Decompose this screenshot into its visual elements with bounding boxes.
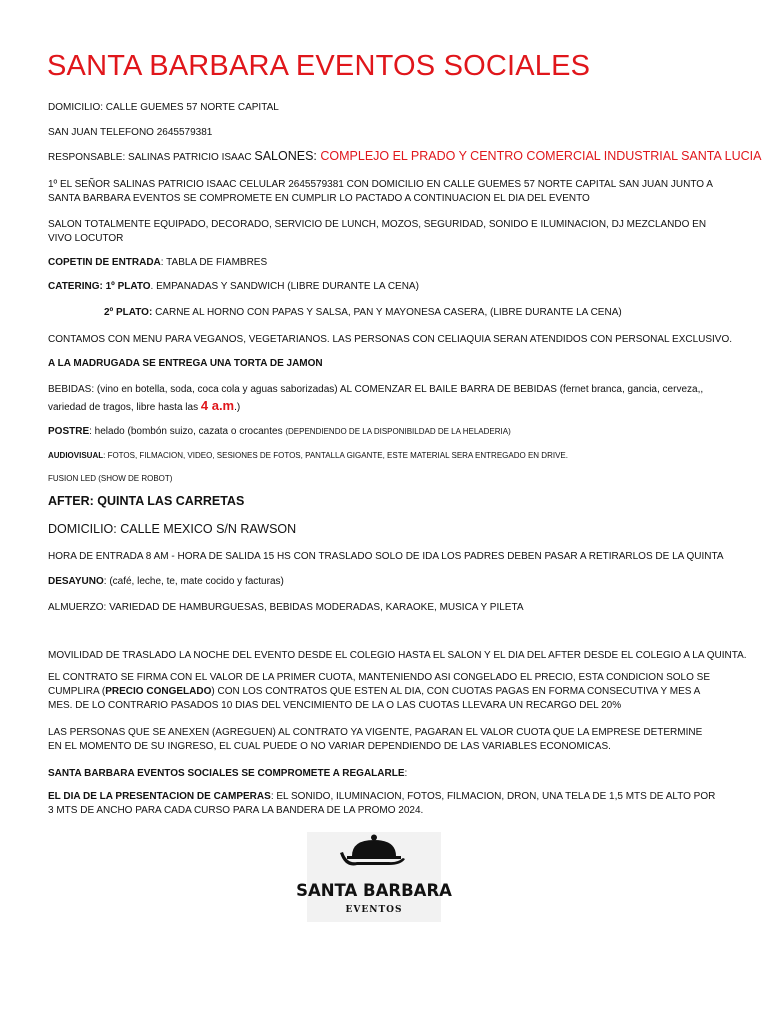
camperas-value: : EL SONIDO, ILUMINACION, FOTOS, FILMACION, DRON, UNA TELA DE 1,5 MTS DE ALTO POR 3 MTS DE ANCHO PARA CADA CURSO PARA LA BANDERA DE LA PROMO 2024.: [48, 791, 716, 816]
copetin-line: [48, 256, 267, 269]
fusion-line: FUSION LED (SHOW DE ROBOT): [48, 474, 173, 483]
responsable-line: [48, 150, 761, 164]
regalo-label: SANTA BARBARA EVENTOS SOCIALES SE COMPROMETE A REGALARLE: [48, 768, 405, 779]
contrato-after: ) CON LOS CONTRATOS QUE ESTEN AL DIA, CON CUOTAS PAGAS EN FORMA CONSECUTIVA Y MES A MES. DE LO CONTRARIO PASADOS 10 DIAS DEL VENCIMIENTO DE LA O LAS CUOTAS LLEVARA UN RECARGO DEL 20%: [48, 686, 700, 711]
anexen-paragraph: LAS PERSONAS QUE SE ANEXEN (AGREGUEN) AL CONTRATO YA VIGENTE, PAGARAN EL VALOR CUOTA QUE LA EMPRESE DETERMINE EN EL MOMENTO DE SU INGRESO, EL CUAL PUEDE O NO VARIAR DEPENDIENDO DE LAS VARIABLES ECONOMICAS.: [48, 727, 703, 752]
contrato-before: EL CONTRATO SE FIRMA CON EL VALOR DE LA PRIMER CUOTA, MANTENIENDO ASI CONGELADO EL PRECIO, ESTA CONDICION SOLO SE CUMPLIRA (: [48, 672, 710, 697]
catering-value: . EMPANADAS Y SANDWICH (LIBRE DURANTE LA CENA): [150, 281, 419, 292]
postre-label: POSTRE: [48, 426, 90, 437]
catering-label: CATERING: 1º PLATO: [48, 281, 151, 292]
salon-paragraph: SALON TOTALMENTE EQUIPADO, DECORADO, SERVICIO DE LUNCH, MOZOS, SEGURIDAD, SONIDO E ILUMINACION, DJ MEZCLANDO EN VIVO LOCUTOR: [48, 219, 707, 244]
after-heading: AFTER: QUINTA LAS CARRETAS: [48, 494, 245, 508]
movilidad-line: MOVILIDAD DE TRASLADO LA NOCHE DEL EVENTO DESDE EL COLEGIO HASTA EL SALON Y EL DIA DEL AFTER DESDE EL COLEGIO A LA QUINTA.: [48, 650, 747, 661]
responsable-label: RESPONSABLE: SALINAS PATRICIO ISAAC: [48, 152, 255, 163]
santa-barbara-logo: [296, 832, 452, 922]
bebidas-paragraph: [48, 382, 718, 416]
bebidas-close: .): [234, 402, 241, 413]
audiovisual-value: : FOTOS, FILMACION, VIDEO, SESIONES DE FOTOS, PANTALLA GIGANTE, ESTE MATERIAL SERA ENTREGADO EN DRIVE.: [103, 451, 568, 460]
cloche-icon: [296, 832, 452, 922]
telefono-line: SAN JUAN TELEFONO 2645579381: [48, 127, 213, 138]
postre-note: (DEPENDIENDO DE LA DISPONIBILDAD DE LA HELADERIA): [285, 427, 511, 436]
contrato-paragraph: [48, 671, 718, 713]
compromiso-paragraph: 1º EL SEÑOR SALINAS PATRICIO ISAAC CELULAR 2645579381 CON DOMICILIO EN CALLE GUEMES 57 NORTE CAPITAL SAN JUAN JUNTO A SANTA BARBARA EVENTOS SE COMPROMETE EN CUMPLIR LO PACTADO A CONTINUACION EL DIA DEL EVENTO: [48, 179, 713, 204]
regalo-line: [48, 767, 407, 780]
camperas-label: EL DIA DE LA PRESENTACION DE CAMPERAS: [48, 791, 271, 802]
bebidas-text: BEBIDAS: (vino en botella, soda, coca cola y aguas saborizadas) AL COMENZAR EL BAILE BARRA DE BEBIDAS (fernet branca, gancia, cerveza,, variedad de tragos, libre hasta las: [48, 384, 704, 413]
camperas-paragraph: [48, 790, 718, 818]
contrato-bold: PRECIO CONGELADO: [105, 686, 212, 697]
bebidas-hora: 4 a.m: [200, 398, 235, 413]
horario-line: HORA DE ENTRADA 8 AM - HORA DE SALIDA 15 HS CON TRASLADO SOLO DE IDA LOS PADRES DEBEN PASAR A RETIRARLOS DE LA QUINTA: [48, 551, 724, 562]
after-domicilio: DOMICILIO: CALLE MEXICO S/N RAWSON: [48, 522, 297, 536]
salones-label: SALONES:: [254, 149, 317, 163]
page-title: SANTA BARBARA EVENTOS SOCIALES: [47, 50, 591, 82]
audiovisual-line: [48, 449, 568, 462]
logo-title: SANTA BARBARA: [296, 881, 452, 900]
plato2-line: [104, 306, 622, 319]
logo-subtitle: EVENTOS: [345, 905, 403, 915]
salones-value: COMPLEJO EL PRADO Y CENTRO COMERCIAL INDUSTRIAL SANTA LUCIA: [316, 149, 762, 163]
copetin-value: : TABLA DE FIAMBRES: [160, 257, 268, 268]
menu-line: CONTAMOS CON MENU PARA VEGANOS, VEGETARIANOS. LAS PERSONAS CON CELIAQUIA SERAN ATENDIDOS CON PERSONAL EXCLUSIVO.: [48, 334, 733, 345]
desayuno-line: [48, 575, 284, 588]
plato2-label: 2º PLATO:: [104, 307, 153, 318]
desayuno-value: : (café, leche, te, mate cocido y facturas): [103, 576, 284, 587]
catering-line: [48, 280, 419, 293]
regalo-colon: :: [404, 768, 408, 779]
postre-line: [48, 425, 511, 438]
plato2-value: CARNE AL HORNO CON PAPAS Y SALSA, PAN Y MAYONESA CASERA, (LIBRE DURANTE LA CENA): [152, 307, 622, 318]
copetin-label: COPETIN DE ENTRADA: [48, 257, 161, 268]
madrugada-line: A LA MADRUGADA SE ENTREGA UNA TORTA DE JAMON: [48, 358, 323, 369]
desayuno-label: DESAYUNO: [48, 576, 104, 587]
audiovisual-label: AUDIOVISUAL: [48, 451, 104, 460]
postre-value: : helado (bombón suizo, cazata o crocantes: [89, 426, 286, 437]
almuerzo-line: ALMUERZO: VARIEDAD DE HAMBURGUESAS, BEBIDAS MODERADAS, KARAOKE, MUSICA Y PILETA: [48, 602, 524, 613]
domicilio-line: DOMICILIO: CALLE GUEMES 57 NORTE CAPITAL: [48, 102, 279, 113]
